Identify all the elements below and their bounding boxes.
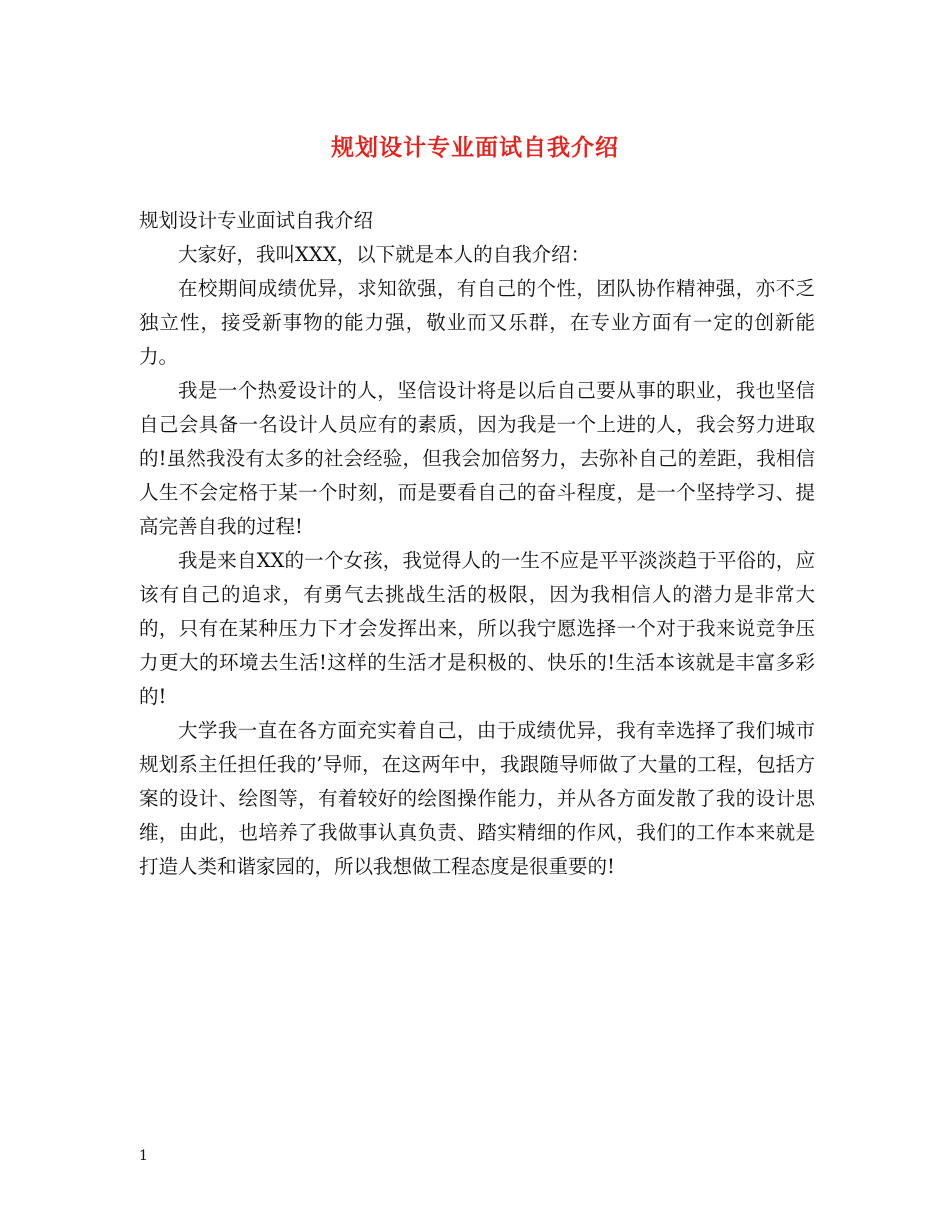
paragraph-university-experience: 大学我一直在各方面充实着自己，由于成绩优异，我有幸选择了我们城市规划系主任担任我的’导师，在这两年中，我跟随导师做了大量的工程，包括方案的设计、绘图等，有着较好的绘图操作能力，并从各方面发散了我的设计思维，由此，也培养了我做事认真负责、踏实精细的作风，我们的工作本来就是打造人类和谐家园的，所以我想做工程态度是很重要的! bbox=[139, 719, 815, 878]
page-number: 1 bbox=[139, 1148, 148, 1164]
body-heading: 规划设计专业面试自我介绍 bbox=[139, 209, 374, 232]
document-title: 规划设计专业面试自我介绍 bbox=[331, 134, 619, 161]
paragraph-personal-goals: 我是来自XX的一个女孩，我觉得人的一生不应是平平淡淡趋于平俗的，应该有自己的追求，有勇气去挑战生活的极限，因为我相信人的潜力是非常大的，只有在某种压力下才会发挥出来，所以我宁愿选择一个对于我来说竞争压力更大的环境去生活!这样的生活才是积极的、快乐的!生活本该就是丰富多彩的! bbox=[139, 549, 815, 708]
paragraph-greeting: 大家好，我叫XXX，以下就是本人的自我介绍： bbox=[178, 243, 591, 266]
paragraph-design-passion: 我是一个热爱设计的人，坚信设计将是以后自己要从事的职业，我也坚信自己会具备一名设计人员应有的素质，因为我是一个上进的人，我会努力进取的!虽然我没有太多的社会经验，但我会加倍努力，去弥补自己的差距，我相信人生不会定格于某一个时刻，而是要看自己的奋斗程度，是一个坚持学习、提高完善自我的过程! bbox=[139, 379, 815, 538]
document-body bbox=[139, 204, 815, 884]
paragraph-school-performance: 在校期间成绩优异，求知欲强，有自己的个性，团队协作精神强，亦不乏独立性，接受新事物的能力强，敬业而又乐群，在专业方面有一定的创新能力。 bbox=[139, 277, 815, 368]
